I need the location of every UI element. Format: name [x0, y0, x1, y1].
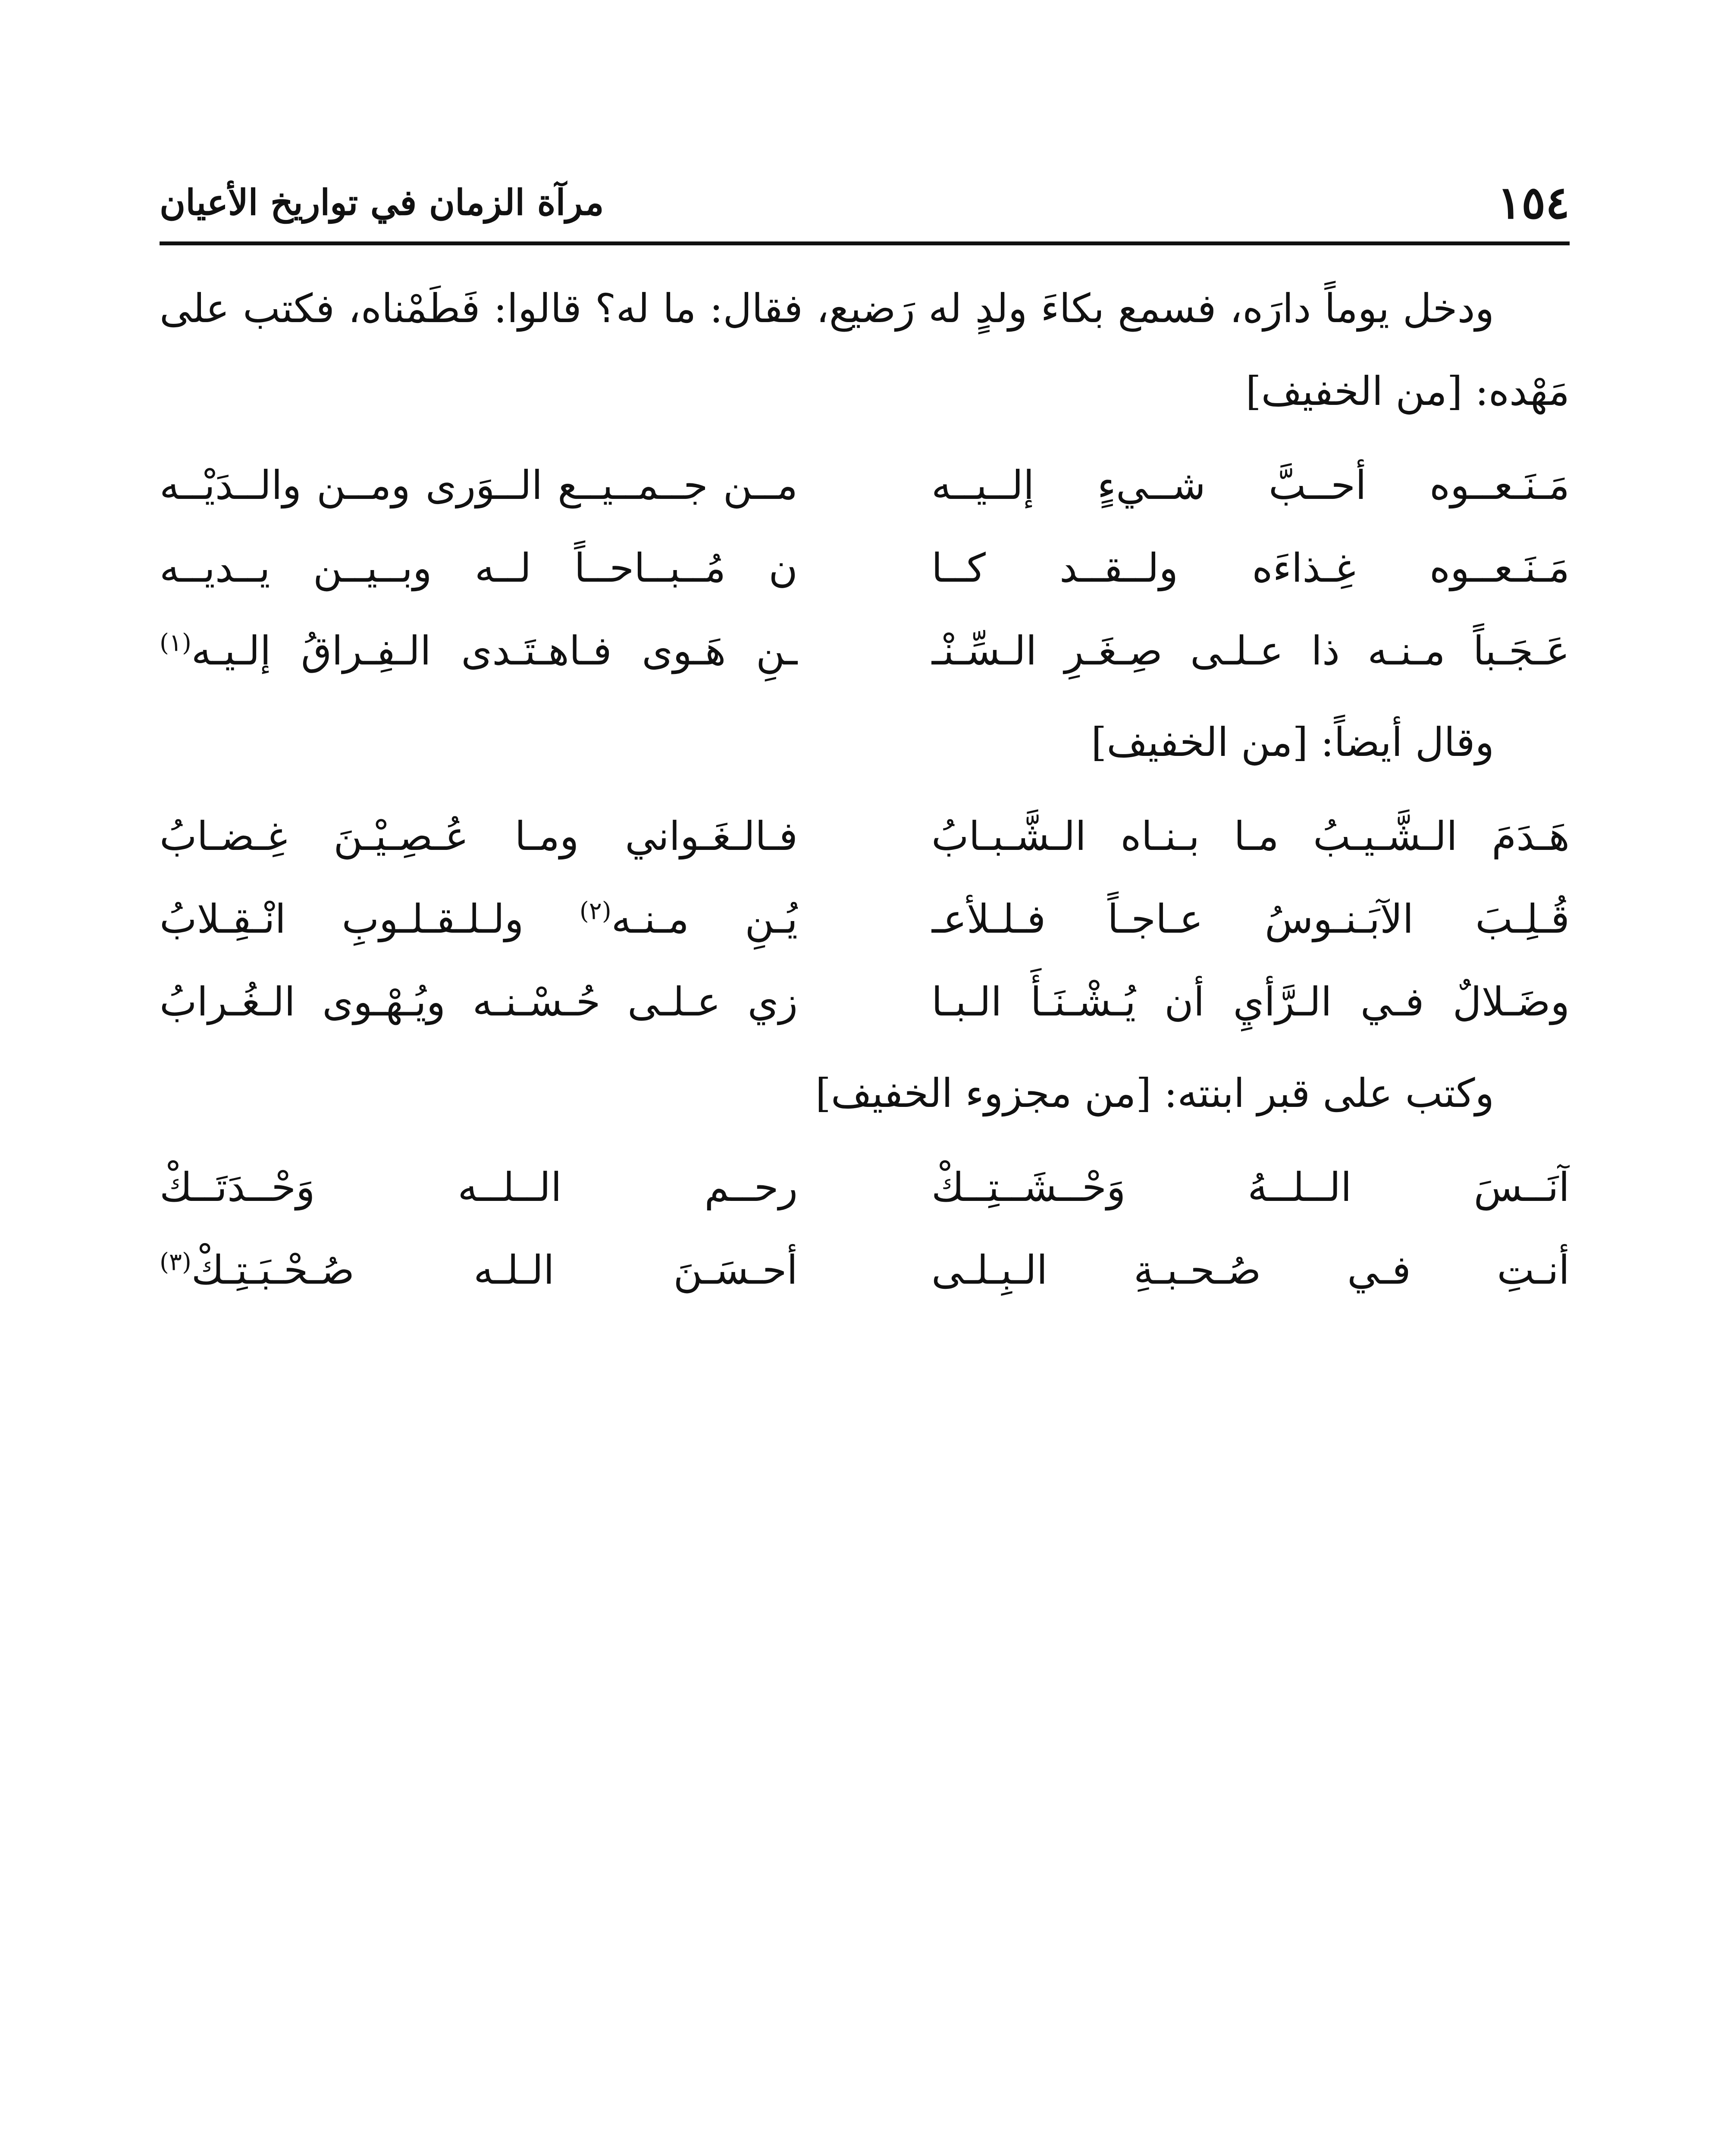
verse-first-hemistich: آنَــسَ الــلــهُ وَحْــشَــتِــكْ [931, 1164, 1570, 1210]
verse-first-hemistich: عَـجَـباً مـنـه ذا عـلـى صِـغَـرِ الـسِّـنْـ [931, 628, 1570, 674]
poem-2 [160, 795, 1570, 1044]
header-rule [160, 241, 1570, 245]
poem-1 [160, 444, 1570, 693]
intro-2: وقال أيضاً: [من الخفيف] [1091, 719, 1494, 765]
poem-3 [160, 1146, 1570, 1312]
verse-second-hemistich [160, 610, 798, 693]
verse-second-hemistich [160, 1229, 798, 1312]
verse-second-hemistich: رحــم الــلــه وَحْــدَتَــكْ [160, 1164, 798, 1210]
verse-second-hemistich: فـالـغَـواني ومـا عُـصِـيْـنَ غِـضـابُ [160, 813, 798, 859]
verse [160, 878, 1570, 961]
verse [160, 1146, 1570, 1229]
verse-first-hemistich: مَـنَـعــوه أحــبَّ شــيءٍ إلــيــه [931, 462, 1570, 508]
main-text [160, 267, 1570, 1320]
verse [160, 610, 1570, 693]
verse-second-hemistich: ن مُــبــاحــاً لــه وبــيــن يــديــه [160, 545, 798, 591]
hemistich-text: ـنِ هَـوى فـاهـتَـدى الـفِـراقُ إلـيـه [191, 628, 798, 674]
verse-second-hemistich: زي عـلـى حُـسْـنـه ويُـهْـوى الـغُـرابُ [160, 979, 798, 1025]
verse-first-hemistich: مَـنَـعــوه غِـذاءَه ولــقــد كــا [931, 545, 1570, 591]
footnote-ref-2[interactable]: (٢) [579, 897, 611, 925]
verse [160, 795, 1570, 878]
verse [160, 1229, 1570, 1312]
running-header [160, 170, 1570, 235]
verse [160, 444, 1570, 527]
running-title: مرآة الزمان في تواريخ الأعيان [160, 182, 604, 223]
footnote-ref-1[interactable]: (١) [160, 629, 191, 657]
hemistich-text-continued: ولـلـقـلـوبِ انْـقِـلابُ [160, 896, 580, 942]
verse [160, 527, 1570, 610]
footnote-ref-3[interactable]: (٣) [160, 1248, 191, 1276]
verse-first-hemistich: أنـتِ فـي صُـحـبـةِ الـبِـلـى [931, 1247, 1570, 1293]
verse-second-hemistich [160, 878, 798, 961]
verse-first-hemistich: قُـلِـبَ الآبَـنـوسُ عـاجـاً فـلـلأعـ [931, 896, 1570, 942]
verse [160, 961, 1570, 1044]
hemistich-text: يُـنِ مـنـه [611, 896, 798, 942]
verse-first-hemistich: وضَـلالٌ فـي الـرَّأيِ أن يُـشْـنَـأَ الـبـا [931, 979, 1570, 1025]
page-number: ١٥٤ [1497, 176, 1570, 229]
hemistich-text: أحـسَـنَ الـلـه صُـحْـبَـتِـكْ [191, 1247, 798, 1293]
intro-3: وكتب على قبر ابنته: [من مجزوء الخفيف] [815, 1070, 1494, 1116]
verse-first-hemistich: هَـدَمَ الـشَّـيـبُ مـا بـنـاه الـشَّـبـابُ [931, 813, 1570, 859]
verse-second-hemistich: مــن جــمــيــع الــوَرى ومــن والــدَيْــه [160, 462, 798, 508]
paragraph-1: ودخل يوماً دارَه، فسمع بكاءَ ولدٍ له رَضيع، فقال: ما له؟ قالوا: فَطَمْناه، فكتب على مَهْده: [من الخفيف] [160, 285, 1570, 414]
